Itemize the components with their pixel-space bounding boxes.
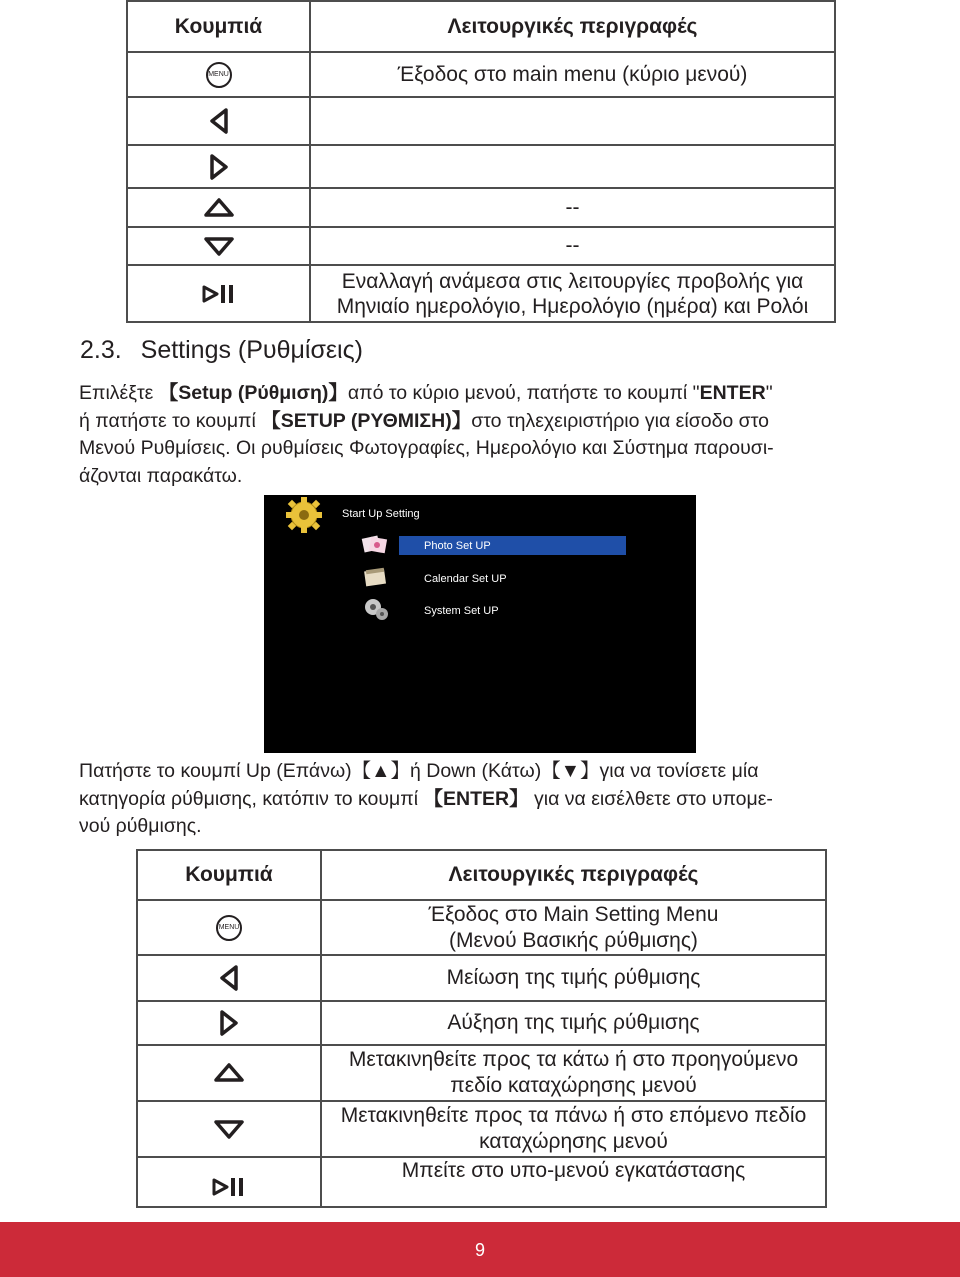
instructions-line-1: Πατήστε το κουμπί Up (Επάνω)【▲】ή Down (Κάτω)【▼】για να τονίσετε μία (79, 760, 759, 782)
table1-desc: -- (310, 188, 835, 227)
menu-item-photo-setup[interactable]: Photo Set UP (424, 540, 491, 552)
table2-desc-line: πεδίο καταχώρησης μενού (450, 1074, 697, 1097)
table1-desc-line: Εναλλαγή ανάμεσα στις λειτουργίες προβολής για (341, 269, 804, 293)
table1-desc (310, 97, 835, 145)
right-arrow-icon (208, 153, 230, 181)
table1-desc (310, 145, 835, 188)
menu-icon: MENU (206, 62, 232, 88)
screen-title: Start Up Setting (342, 508, 420, 520)
instructions-line-2: κατηγορία ρύθμισης, κατόπιν το κουμπί 【ENTER】 για να εισέλθετε στο υπομε- (79, 787, 773, 810)
table1-row-menu (127, 52, 310, 97)
section-number: 2.3. (80, 336, 122, 364)
settings-screen-image (264, 495, 696, 753)
gear-icon (282, 497, 328, 533)
photo-icon (361, 533, 389, 555)
table1-desc: -- (310, 227, 835, 265)
right-arrow-icon (218, 1009, 240, 1037)
intro-line-1: Επιλέξτε 【Setup (Ρύθμιση)】από το κύριο μενού, πατήστε το κουμπί "ENTER" (79, 382, 773, 404)
left-arrow-icon (218, 964, 240, 992)
down-arrow-icon (203, 235, 235, 257)
table2-desc-line: (Μενού Βασικής ρύθμισης) (449, 928, 698, 952)
table2-desc-line: Μετακινηθείτε προς τα πάνω ή στο επόμενο πεδίο (340, 1104, 807, 1127)
table2-desc-line: Μετακινηθείτε προς τα κάτω ή στο προηγούμενο (348, 1048, 799, 1071)
table1-header-descriptions: Λειτουργικές περιγραφές (310, 1, 835, 52)
play-pause-icon (211, 1175, 247, 1199)
table1-header-buttons: Κουμπιά (127, 1, 310, 52)
instructions-paragraph (79, 758, 884, 841)
menu-item-calendar-setup[interactable]: Calendar Set UP (424, 573, 507, 585)
intro-line-4: άζονται παρακάτω. (79, 464, 243, 487)
left-arrow-icon (208, 107, 230, 135)
system-gear-icon (362, 596, 390, 622)
down-arrow-icon (213, 1118, 245, 1140)
intro-line-3: Μενού Ρυθμίσεις. Οι ρυθμίσεις Φωτογραφίες, Ημερολόγιο και Σύστημα παρουσι- (79, 437, 774, 459)
buttons-table-2 (136, 849, 827, 1208)
page-number: 9 (474, 1240, 485, 1260)
menu-item-system-setup[interactable]: System Set UP (424, 605, 499, 617)
menu-icon: MENU (216, 915, 242, 941)
table1-desc-line: Μηνιαίο ημερολόγιο, Ημερολόγιο (ημέρα) και Ρολόι (336, 294, 809, 318)
section-title: Settings (Ρυθμίσεις) (140, 336, 363, 364)
table2-desc-line: καταχώρησης μενού (479, 1130, 668, 1153)
up-arrow-icon (213, 1062, 245, 1084)
intro-line-2: ή πατήστε το κουμπί 【SETUP (ΡΥΘΜΙΣΗ)】στο τηλεχειριστήριο για είσοδο στο (79, 409, 769, 432)
calendar-icon (362, 566, 388, 588)
table2-desc: Μπείτε στο υπο-μενού εγκατάστασης (321, 1157, 826, 1207)
play-pause-icon (201, 282, 237, 306)
table1-desc: Έξοδος στο main menu (κύριο μενού) (310, 52, 835, 97)
intro-paragraph (79, 380, 884, 490)
table2-desc: Αύξηση της τιμής ρύθμισης (321, 1001, 826, 1045)
buttons-table-1 (126, 0, 836, 323)
section-heading (80, 334, 363, 366)
up-arrow-icon (203, 197, 235, 219)
instructions-line-3: νού ρύθμισης. (79, 815, 202, 837)
table2-desc-line: Έξοδος στο Main Setting Menu (428, 902, 719, 926)
table2-desc: Μείωση της τιμής ρύθμισης (321, 955, 826, 1001)
table2-header-buttons: Κουμπιά (137, 850, 321, 900)
table2-header-descriptions: Λειτουργικές περιγραφές (321, 850, 826, 900)
